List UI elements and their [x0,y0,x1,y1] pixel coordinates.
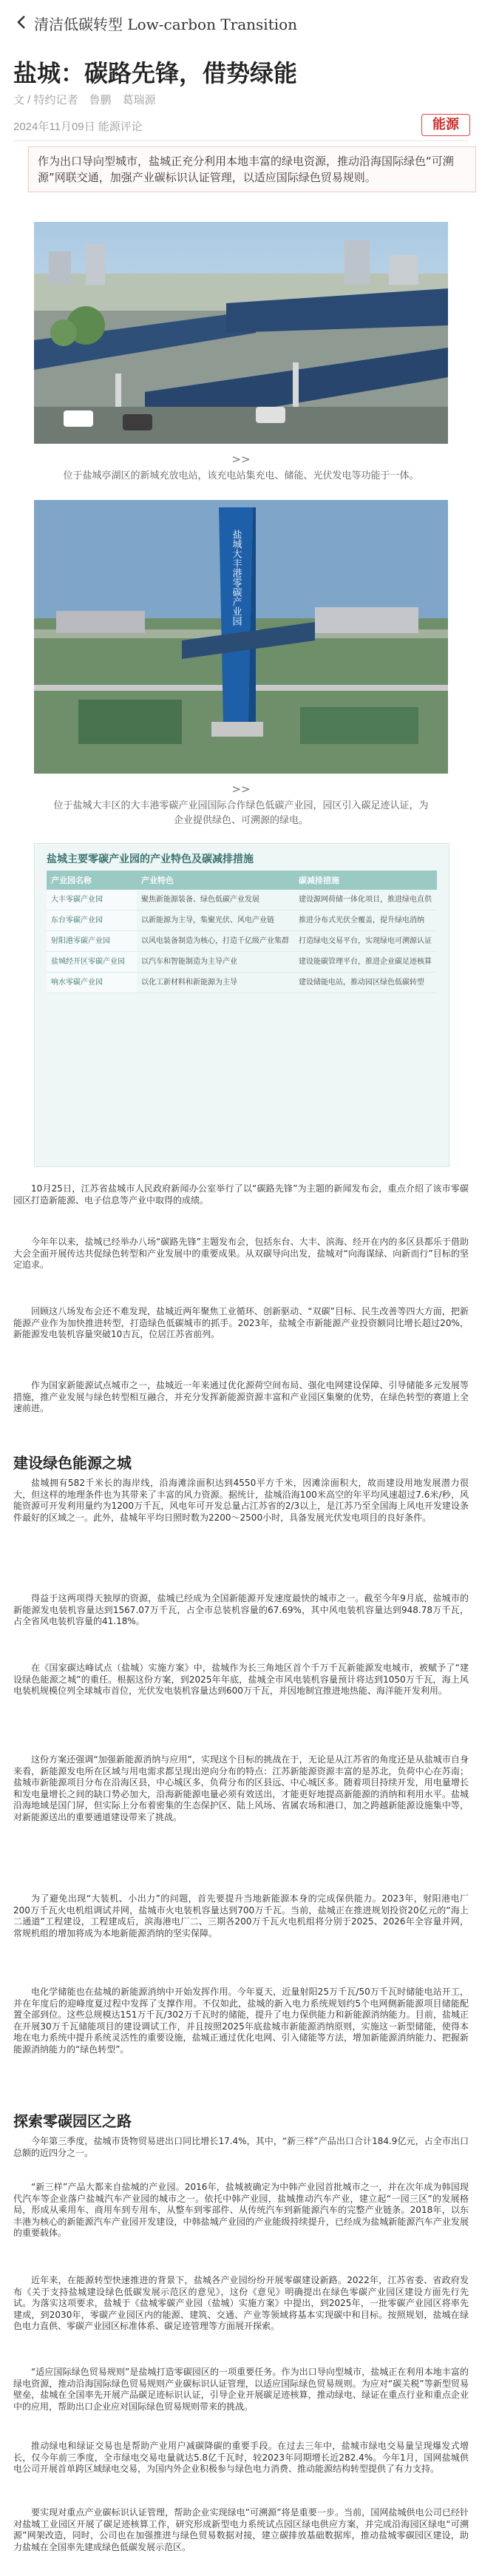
table-cell: 聚焦新能源装备、绿色低碳产业发展 [137,890,294,910]
back-icon[interactable] [13,13,31,31]
figure-caption-2: 位于盐城大丰区的大丰港零碳产业园国际合作绿色低碳产业园，园区引入碳足迹认证，为企业提供绿色、可溯源的绿电。 [53,800,429,826]
paragraph: 得益于这两项得天独厚的资源，盐城已经成为全国新能源开发速度最快的城市之一。截至今年9月底，盐城市的新能源发电装机容量达到1567.07万千瓦，占全市总装机容量的67.69%，其中风电装机容量达到948.78万千瓦，占全省风电装机容量的41.18%。 [13,1593,469,1626]
publish-date: 2024年11月09日 能源评论 [13,121,143,133]
section-heading-2: 探索零碳园区之路 [13,2112,132,2130]
table-row [47,952,437,973]
paragraph: 作为国家新能源试点城市之一，盐城近一年来通过优化源荷空间布局、强化电网建设保障、引导储能多元发展等措施，推产业发展与绿色转型相互融合，并充分发挥新能源资源丰富和产业园区集聚的优势，在绿色转型的赛道上全速前进。 [13,1380,469,1413]
paragraph: 推动绿电和绿证交易也是帮助产业用户减碳降碳的重要手段。在过去三年中，盐城市绿电交易量呈现爆发式增长，仅今年前三季度，全市绿电交易电量就达5.8亿千瓦时，较2023年同期增长近282.4%。今年1月，国网盐城供电公司开展首单跨区域绿电交易，为国内外企业积极参与绿色电力消费、推动能源结构转型提供了有力支持。 [13,2441,469,2474]
table-row [47,931,437,952]
paragraph: 今年年以来，盐城已经举办八场“碳路先锋”主题发布会，包括东台、大丰、滨海、经开在内的多区县都乐于借助大会全面开展传达共促绿色转型和产业发展中的重要成果。从双碳导向出发，盐城对“向海谋绿、向新而行”目标的坚定追求。 [13,1237,469,1270]
paragraph: 要实现对重点产业碳标识认证管理，帮助企业实现绿电“可溯源”将是重要一步。当前，国网盐城供电公司已经针对盐城工业园区开展了碳足迹核算工作，研究形成新型电力系统试点园区绿电供应方案，并完成沿海园区绿电“可溯源”网架改造，同时，公司也在加强推进与绿色贸易数据对接，建立碳排放基础数据库，推动盐城零碳园区建设，助力盐城在全国率先建成绿色低碳发展示范区。 [13,2507,469,2552]
table-cell: 东台零碳产业园 [47,910,137,931]
table-header-cell: 产业特色 [137,871,294,890]
article-title: 盐城：碳路先锋，借势绿能 [13,59,298,87]
byline: 文 / 特约记者 鲁鹏 葛瑞源 [13,94,156,107]
paragraph: “新三样”产品大都来自盐城的产业园。2016年，盐城被确定为中韩产业园首批城市之一，并在次年成为韩国现代汽车等企业落户盐城汽车产业园的城市之一。依托中韩产业园，盐城推动汽车产业，建立起“一园三区”的发展格局，形成从乘用车、商用车到专用车，从整车到零部件、从传统汽车到新能源汽车的完整产业链条。2018年，以东丰港为核心的新能源汽车产业园开发建设，中韩盐城产业园的产业能级持续提升，已经成为盐城新能源汽车产业发展的重要载体。 [13,2182,469,2238]
tower-lettering: 盐城大丰港零碳产业园 [230,530,242,626]
section-title: 清洁低碳转型 Low-carbon Transition [34,16,298,33]
park-table [47,871,437,993]
section-heading-1: 建设绿色能源之城 [13,1454,132,1472]
table-header-cell: 碳减排措施 [294,871,437,890]
park-table-card [34,843,449,1167]
paragraph: 近年来，在能源转型快速推进的背景下，盐城各产业园纷纷开展零碳建设新路。2022年，江苏省委、省政府发布《关于支持盐城建设绿色低碳发展示范区的意见》，这份《意见》明确提出在绿色零碳产业园区建设方面先行先试。为落实这项要求，盐城于《盐城零碳产业园（盐城）实施方案》中提出，到2025年，一批零碳产业园区将率先建成，到2030年，零碳产业园区内的能源、建筑、交通、产业等领域将基本实现碳中和目标。按照规划，盐城在绿色电力直供、零碳产业园区标准体系、碳足迹管理等方面展开探索。 [13,2275,469,2331]
paragraph: 盐城拥有582千米长的海岸线，沿海滩涂面积达到4550平方千米，因滩涂面积大，故而建设用地发展潜力很大，但这样的地理条件也为其带来了丰富的风力资源。据统计，盐城沿海100米高空的年平均风速超过7.6米/秒，风能资源可开发利用量约为1200万千瓦，风电年可开发总量占江苏省的2/3以上，是江苏乃至全国海上风电开发建设条件最好的区域之一。此外，盐城年平均日照时数为2200～2500小时，具备发展光伏发电项目的良好条件。 [13,1478,469,1523]
table-header-cell: 产业园名称 [47,871,137,890]
table-cell: 建设源网荷储一体化项目，推进绿电直供 [294,890,437,910]
table-row [47,890,437,910]
figure-marker: >> [231,453,251,466]
table-cell: 推进分布式光伏全覆盖，提升绿电消纳 [294,910,437,931]
table-cell: 以风电装备制造为核心，打造千亿级产业集群 [137,931,294,952]
table-cell: 盐城经开区零碳产业园 [47,952,137,973]
paragraph: 这份方案还强调“加强新能源消纳与应用”，实现这个目标的挑战在于，无论是从江苏省的角度还是从盐城市自身来看，新能源发电所在区域与用电需求都呈现出逆向分布的特点：江苏新能源资源丰富的是苏北，负荷中心在苏南；盐城市新能源项目分布在沿海区县，中心城区多，负荷分布的区县远、中心城区多。随着项目持续开发，用电量增长和发电量增长之间的缺口势必加大，沿海新能源电量必须有效送出，才能更好地提高新能源的消纳和利用水平。盐城沿海地域是国门屏，但实际上分布着密集的生态保护区、陆上风场、省属农场和港口，加之跨越新能源设施集中等，对新能源送出的重要通道建设带来了挑战。 [13,1754,469,1822]
lead-summary: 作为出口导向型城市，盐城正充分利用本地丰富的绿电资源，推动沿海国际绿色“可溯源”网联交通，加强产业碳标识认证管理，以适应国际绿色贸易规则。 [28,146,476,192]
table-cell: 以化工新材料和新能源为主导 [137,973,294,993]
paragraph: 回顾这八场发布会还不难发现，盐城近两年聚焦工业循环、创新驱动、“双碳”目标、民生改善等四大方面，把新能源产业作为加快推进转型，打造绿色低碳城市的抓手。2023年，盐城全市新能源产业投资额同比增长超过20%，新能源发电装机容量突破10吉瓦，位居江苏省前列。 [13,1306,469,1339]
top-bar [0,0,482,44]
table-row [47,973,437,993]
table-cell: 响水零碳产业园 [47,973,137,993]
table-cell: 打造绿电交易平台，实现绿电可溯源认证 [294,931,437,952]
paragraph: “适应国际绿色贸易规则”是盐城打造零碳园区的一项重要任务。作为出口导向型城市，盐城正在利用本地丰富的绿电资源，推动沿海国际绿色贸易规则产业碳标识认证管理，以适应国际绿色贸易规则。为应对“碳关税”等新型贸易壁垒，盐城在全国率先开展产品碳足迹标识认证，引导企业开展碳足迹核算，推动绿电、绿证在重点行业和重点企业中的应用，帮助出口企业应对国际绿色贸易规则带来的挑战。 [13,2367,469,2412]
table-title: 盐城主要零碳产业园的产业特色及碳减排措施 [47,853,254,865]
photo-charging-station [34,222,448,444]
table-cell: 大丰零碳产业园 [47,890,137,910]
paragraph: 为了避免出现“大装机、小出力”的问题，首先要提升当地新能源本身的完成保供能力。2023年，射阳港电厂200万千瓦火电机组调试并网，盐城市火电装机容量达到700万千瓦。当前，盐城正在推进规划投资20亿元的“海上二通道”工程建设，工程建成后，滨海港电厂二、三期各200万千瓦火电机组将分别于2025、2026年全容量并网，常规机组的增加将成为本地新能源消纳的坚实保障。 [13,1893,469,1938]
paragraph: 电化学储能也在盐城的新能源消纳中开始发挥作用。今年夏天，近量射阳25万千瓦/50万千瓦时储能电站开工，并在年度后的迎峰度夏过程中发挥了支撑作用。不仅如此，盐城的新入电力系统规划约5个电网侧新能源项目储能配置全部到位。这些总规模达151万千瓦/302万千瓦时的储能，提升了电力保供能力和新能源消纳能力。目前，盐城正在开展30万千瓦储能项目的建设调试工作，并且按照2025年底盐城市新能源消纳原则，实施这一新型储能，使得本地在电力系统中提升系统灵活性的重要设施，盐城正通过优化电网、引入储能等方法，增加新能源消纳能力、把握新能源消纳能力的“绿色转型”。 [13,1987,469,2055]
figure-caption-1: 位于盐城亭湖区的新城充放电站，该充电站集充电、储能、光伏发电等功能于一体。 [63,470,419,481]
paragraph: 10月25日，江苏省盐城市人民政府新闻办公室举行了以“碳路先锋”为主题的新闻发布会，重点介绍了该市零碳园区打造新能源、电子信息等产业中取得的成绩。 [13,1183,469,1206]
paragraph: 在《国家碳达峰试点（盐城）实施方案》中，盐城作为长三角地区首个千万千瓦新能源发电城市，被赋予了“建设绿色能源之城”的重任。根据这份方案，到2025年年底，盐城全市风电装机容量预计将达到1050万千瓦，海上风电装机规模位列全球城市首位，光伏发电装机容量达到600万千瓦，并因地制宜推进地热能、海洋能开发利用。 [13,1663,469,1696]
table-cell: 射阳港零碳产业园 [47,931,137,952]
paragraph: 今年第三季度，盐城市货物贸易进出口同比增长17.4%，其中，“新三样”产品出口合计184.9亿元，占全市出口总额的近四分之一。 [13,2136,469,2158]
source-logo: 能源 [421,114,470,136]
table-row [47,910,437,931]
table-cell: 以汽车和智能制造为主导产业 [137,952,294,973]
table-cell: 建设储能电站，推动园区绿色低碳转型 [294,973,437,993]
figure-marker: >> [231,782,251,796]
table-cell: 建设能碳管理平台，推进企业碳足迹核算 [294,952,437,973]
table-cell: 以新能源为主导，集聚光伏、风电产业链 [137,910,294,931]
photo-zero-carbon-park [34,500,448,774]
